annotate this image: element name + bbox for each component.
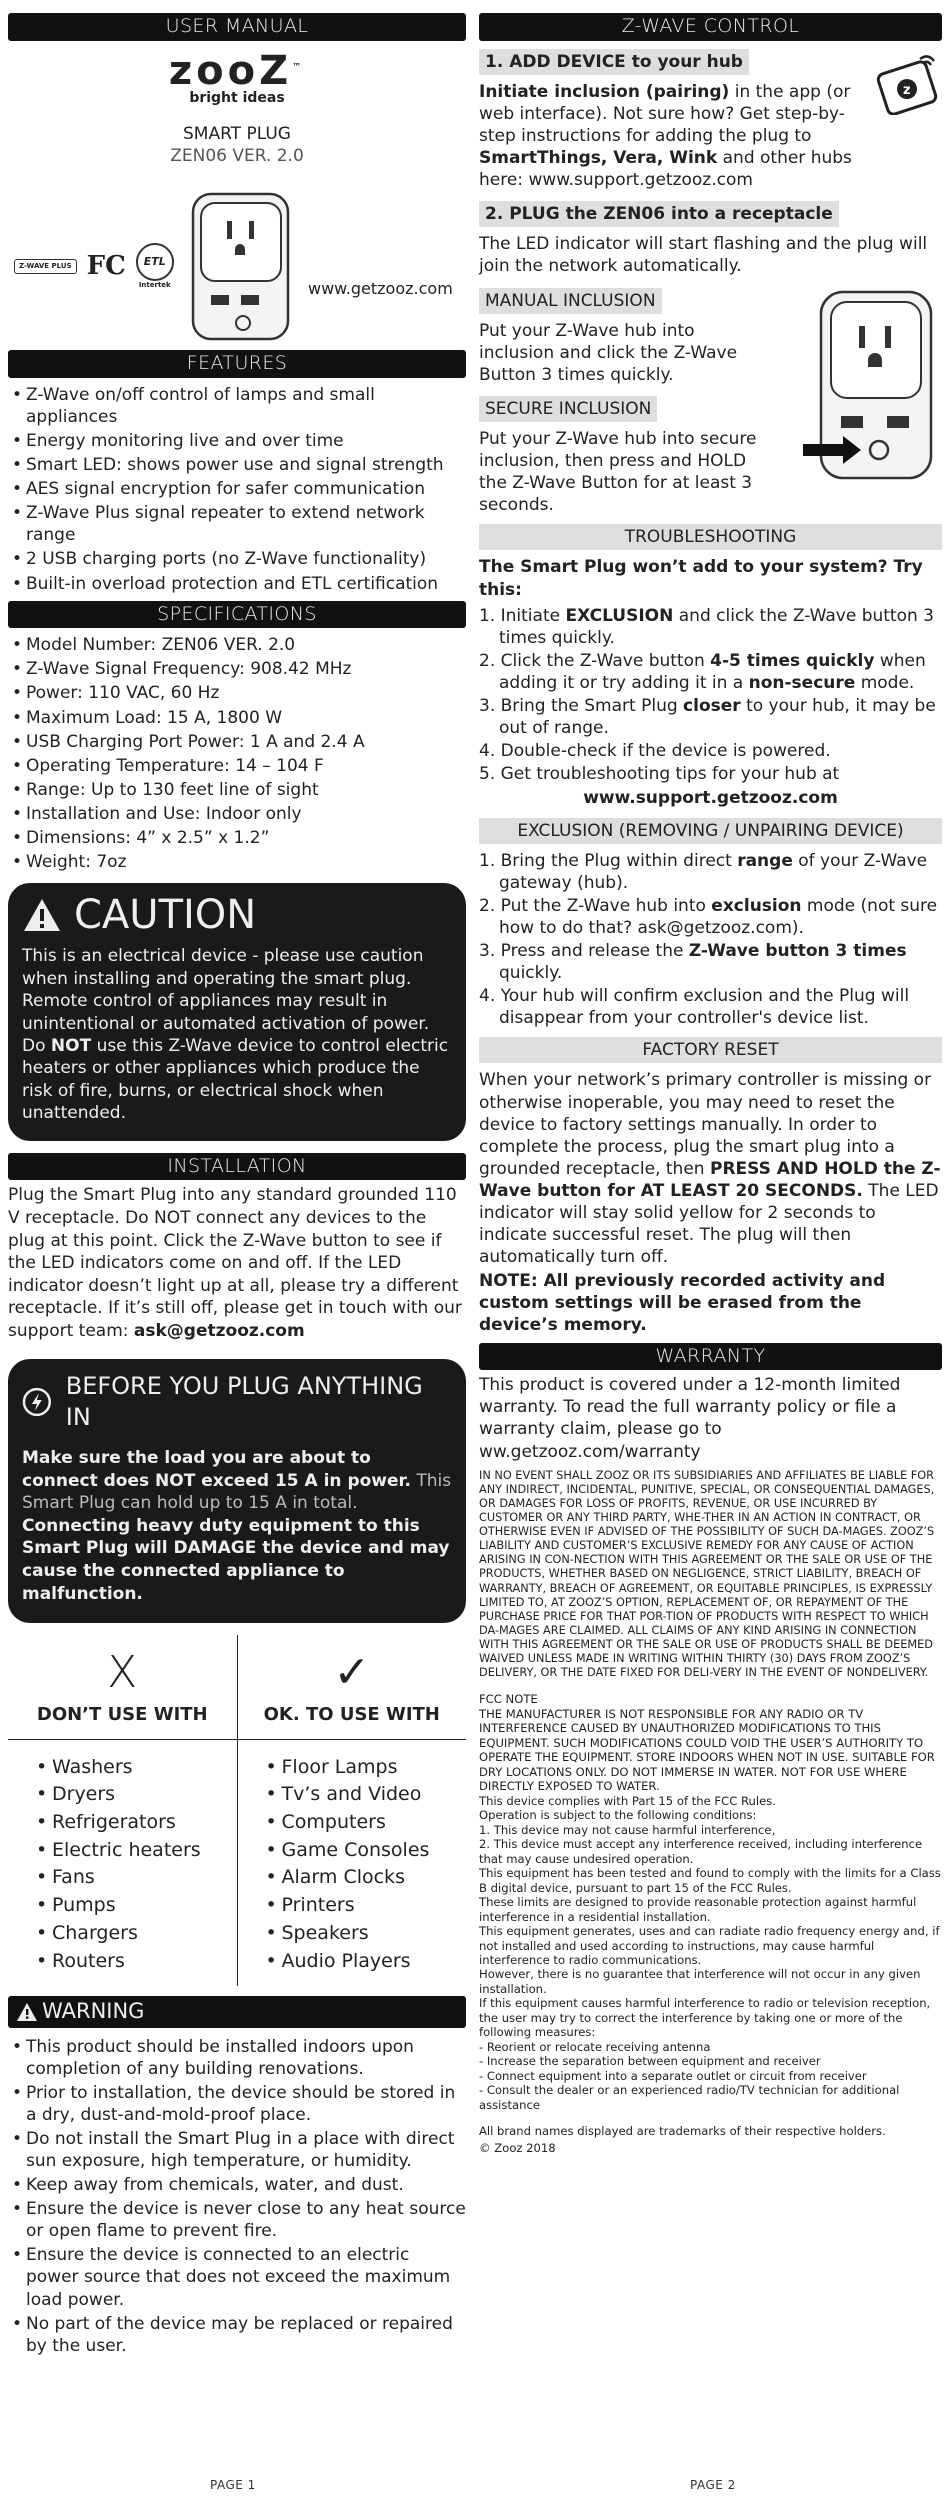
zwave-plus-logo: Z-WAVE PLUS (14, 259, 77, 275)
list-item: • Routers (36, 1949, 237, 1974)
list-item: • Audio Players (266, 1949, 467, 1974)
list-item: • Ensure the device is never close to any heat source or open flame to prevent fire. (12, 2198, 466, 2242)
list-item: 3. Bring the Smart Plug closer to your hub, it may be out of range. (479, 696, 936, 739)
factory-reset-header: FACTORY RESET (479, 1037, 942, 1063)
copyright: © Zooz 2018 (479, 2140, 556, 2155)
add-device-section (479, 41, 942, 192)
list-item: • This product should be installed indoors upon completion of any building renovations. (12, 2036, 466, 2080)
list-item: 2. Click the Z-Wave button 4-5 times quickly when adding it or try adding it in a non-secure mode. (479, 650, 926, 693)
list-item: • Smart LED: shows power use and signal strength (12, 454, 466, 476)
troubleshooting-question: The Smart Plug won’t add to your system? Try this: (479, 557, 923, 600)
specifications-header: SPECIFICATIONS (8, 601, 466, 629)
brand-tm: ™ (292, 62, 306, 73)
list-item: This equipment generates, uses and can radiate radio frequency energy and, if not installed and used according to instructions, may cause harmful interference to radio communications. (479, 1924, 940, 1967)
warning-list (8, 2036, 466, 2357)
caution-title: CAUTION (74, 892, 257, 939)
step2-text: The LED indicator will start flashing and the plug will join the network automatically. (479, 234, 928, 277)
list-item: • Refrigerators (36, 1810, 237, 1835)
list-item: • Installation and Use: Indoor only (12, 803, 466, 825)
list-item: • Power: 110 VAC, 60 Hz (12, 682, 466, 704)
plug-button-illustration (801, 288, 936, 483)
list-item: • Dimensions: 4” x 2.5” x 1.2” (12, 827, 466, 849)
list-item: • Alarm Clocks (266, 1865, 467, 1890)
list-item: 2. Put the Z-Wave hub into exclusion mode (not sure how to do that? ask@getzooz.com). (479, 895, 938, 938)
zwave-control-header: Z-WAVE CONTROL (479, 13, 942, 41)
list-item: THE MANUFACTURER IS NOT RESPONSIBLE FOR ANY RADIO OR TV INTERFERENCE CAUSED BY UNAUTHORIZED MODIFICATIONS TO THIS EQUIPMENT. SUCH MODIFICATIONS COULD VOID THE USER’S AUTHORITY TO OPERATE THE EQUIPMENT. STORE INDOORS WHEN NOT IN USE. SUITABLE FOR DRY LOCATIONS ONLY. DO NOT IMMERSE IN WATER. NOT FOR USE WHERE DIRECTLY EXPOSED TO WATER. (479, 1706, 935, 1794)
smart-plug-illustration (183, 189, 293, 344)
troubleshooting-list (479, 605, 942, 786)
use-compatibility-table (8, 1635, 466, 1986)
list-item: • AES signal encryption for safer communication (12, 478, 466, 500)
product-name: SMART PLUG (183, 123, 291, 144)
list-item: • Maximum Load: 15 A, 1800 W (12, 707, 466, 729)
product-version: ZEN06 VER. 2.0 (170, 145, 304, 166)
list-item: • Range: Up to 130 feet line of sight (12, 779, 466, 801)
list-item: • No part of the device may be replaced or repaired by the user. (12, 2313, 466, 2357)
manual-inclusion-text: Put your Z-Wave hub into inclusion and click the Z-Wave Button 3 times quickly. (479, 320, 738, 385)
list-item: • Operating Temperature: 14 – 104 F (12, 755, 466, 777)
fc-logo: FC (86, 250, 126, 281)
warranty-text: This product is covered under a 12-month limited warranty. To read the full warranty policy or file a warranty claim, please go to ww.getzooz.com/warranty (479, 1375, 901, 1462)
before-title: BEFORE YOU PLUG ANYTHING IN (65, 1371, 423, 1431)
list-item: • Built-in overload protection and ETL certification (12, 573, 466, 595)
x-icon: X (107, 1647, 138, 1699)
warning-icon (16, 2002, 38, 2022)
list-item: • Z-Wave on/off control of lamps and small appliances (12, 384, 466, 428)
before-text: Make sure the load you are about to connect does NOT exceed 15 A in power. This Smart Plug can hold up to 15 A in total. Connecting heavy duty equipment to this Smart Plug will DAMAGE the device and may cause the connected appliance to malfunction. (22, 1448, 452, 1604)
fcc-note (479, 1692, 942, 2112)
ok-use-column (238, 1635, 467, 1986)
list-item: • Dryers (36, 1782, 237, 1807)
power-bolt-icon (22, 1387, 52, 1417)
page-number-1: PAGE 1 (210, 2478, 256, 2492)
list-item: • Speakers (266, 1921, 467, 1946)
list-item: 1. This device may not cause harmful interference, (479, 1822, 776, 1837)
list-item: • Ensure the device is connected to an electric power source that does not exceed the maximum load power. (12, 2244, 466, 2310)
list-item: This equipment has been tested and found to comply with the limits for a Class B digital device, pursuant to part 15 of the FCC Rules. (479, 1866, 941, 1895)
zooz-logo (8, 47, 466, 107)
list-item: • Printers (266, 1893, 467, 1918)
warranty-header: WARRANTY (479, 1343, 942, 1371)
features-header: FEATURES (8, 350, 466, 378)
list-item: • Game Consoles (266, 1838, 467, 1863)
list-item: • Z-Wave Plus signal repeater to extend network range (12, 502, 466, 546)
trademark-note: All brand names displayed are trademarks of their respective holders. (479, 2124, 886, 2139)
etl-logo: ETL Intertek (136, 243, 174, 290)
support-email: ask@getzooz.com (133, 1321, 305, 1342)
list-item: 5. Get troubleshooting tips for your hub at (479, 764, 840, 785)
list-item: • 2 USB charging ports (no Z-Wave functionality) (12, 548, 466, 570)
inclusion-section (479, 280, 942, 517)
list-item: 4. Double-check if the device is powered. (479, 741, 831, 762)
list-item: However, there is no guarantee that interference will not occur in any given installation. (479, 1967, 921, 1996)
list-item: - Connect equipment into a separate outlet or circuit from receiver (479, 2068, 867, 2083)
list-item: - Reorient or relocate receiving antenna (479, 2039, 711, 2054)
list-item: Operation is subject to the following conditions: (479, 1808, 757, 1823)
list-item: - Increase the separation between equipment and receiver (479, 2054, 821, 2069)
list-item: 1. Bring the Plug within direct range of your Z-Wave gateway (hub). (479, 850, 928, 893)
dont-use-title: DON’T USE WITH (8, 1703, 237, 1739)
secure-inclusion-title: SECURE INCLUSION (479, 396, 657, 422)
zwave-hub-icon (870, 49, 940, 115)
specifications-list (8, 634, 466, 873)
installation-header: INSTALLATION (8, 1153, 466, 1181)
step1-title: 1. ADD DEVICE to your hub (479, 49, 749, 75)
brand-name: zooZ (168, 47, 293, 94)
user-manual-header: USER MANUAL (8, 13, 466, 41)
list-item: 4. Your hub will confirm exclusion and the Plug will disappear from your controller's device list. (479, 986, 910, 1029)
product-hero (8, 171, 466, 346)
troubleshooting-header: TROUBLESHOOTING (479, 524, 942, 550)
list-item: These limits are designed to provide reasonable protection against harmful interference in a residential installation. (479, 1895, 917, 1924)
warning-header: WARNING (8, 1996, 466, 2027)
features-list (8, 384, 466, 595)
certification-logos (14, 243, 174, 290)
list-item: • USB Charging Port Power: 1 A and 2.4 A (12, 731, 466, 753)
list-item: FCC NOTE (479, 1692, 538, 1707)
brand-tagline: bright ideas (189, 89, 285, 106)
manual-inclusion-title: MANUAL INCLUSION (479, 288, 662, 314)
list-item: • Computers (266, 1810, 467, 1835)
page-1 (8, 13, 466, 2359)
step2-title: 2. PLUG the ZEN06 into a receptacle (479, 201, 839, 227)
caution-text: This is an electrical device - please use caution when installing and operating the smart plug. Remote control of appliances may result in unintentional or automated activation of power. Do NOT use this Z-Wave device to control electric heaters or other appliances which produce the risk of fire, burns, or electrical shock when unattended. (22, 946, 449, 1124)
legal-disclaimer: IN NO EVENT SHALL ZOOZ OR ITS SUBSIDIARIES AND AFFILIATES BE LIABLE FOR ANY INDIRECT, INCIDENTAL, PUNITIVE, SPECIAL, OR CONSEQUENTIAL DAMAGES, OR DAMAGES FOR LOSS OF PROFITS, REVENUE, OR USE INCURRED BY CUSTOMER OR ANY THIRD PARTY, WHE-THER IN AN ACTION IN CONTRACT, OR OTHERWISE EVEN IF ADVISED OF THE POSSIBILITY OF SUCH DA-MAGES. ZOOZ’S LIABILITY AND CUSTOMER’S EXCLUSIVE REMEDY FOR ANY CAUSE OF ACTION ARISING IN CON-NECTION WITH THIS AGREEMENT OR THE SALE OR USE OF THE PRODUCTS, WHETHER BASED ON NEGLIGENCE, STRICT LIABILITY, BREACH OF WARRANTY, BREACH OF AGREEMENT, OR EQUITABLE PRINCIPLES, IS EXPRESSLY LIMITED TO, AT ZOOZ’S OPTION, REPLACEMENT OF, OR REPAYMENT OF THE PURCHASE PRICE FOR THAT POR-TION OF PRODUCTS WITH RESPECT TO WHICH DA-MAGES ARE CLAIMED. ALL CLAIMS OF ANY KIND ARISING IN CONNECTION WITH THIS AGREEMENT OR THE SALE OR USE OF PRODUCTS SHALL BE DEEMED WAIVED UNLESS MADE IN WRITING WITHIN THIRTY (30) DAYS FROM ZOOZ’S DELIVERY, OR THE DATE FIXED FOR DELI-VERY IN THE EVENT OF NONDELIVERY. (479, 1468, 935, 1680)
step1-text: Initiate inclusion (pairing) in the app (or web interface). Not sure how? Get step-by-step instructions for adding the plug to SmartThings, Vera, Wink and other hubs here: www.support.getzooz.com (479, 81, 852, 191)
ok-use-title: OK. TO USE WITH (238, 1703, 467, 1739)
caution-box (8, 883, 466, 1141)
list-item: 2. This device must accept any interference received, including interference that may cause undesired operation. (479, 1837, 923, 1866)
list-item: • Model Number: ZEN06 VER. 2.0 (12, 634, 466, 656)
svg-text:z: z (903, 82, 911, 98)
checkmark-icon: ✓ (333, 1647, 371, 1699)
secure-inclusion-text: Put your Z-Wave hub into secure inclusion, then press and HOLD the Z-Wave Button for at least 3 seconds. (479, 429, 757, 516)
list-item: • Tv’s and Video (266, 1782, 467, 1807)
installation-text: Plug the Smart Plug into any standard grounded 110 V receptacle. Do NOT connect any devices to the plug at this point. Click the Z-Wave button to see if the LED indicators come on and off. If the LED indicator doesn’t light up at all, please try a different receptacle. If it’s still off, please get in touch with our support team: ask@getzooz.com (8, 1185, 462, 1342)
dont-use-column (8, 1635, 238, 1986)
page-2 (479, 13, 942, 2157)
list-item: • Electric heaters (36, 1838, 237, 1863)
before-you-plug-box (8, 1359, 466, 1624)
list-item: • Washers (36, 1755, 237, 1780)
factory-reset-text: When your network’s primary controller is missing or otherwise inoperable, you may need to reset the device to factory settings manually. In order to complete the process, plug the smart plug into a grounded receptacle, then PRESS AND HOLD the Z-Wave button for AT LEAST 20 SECONDS. The LED indicator will stay solid yellow for 2 seconds to indicate successful reset. The plug will then automatically turn off. (479, 1070, 941, 1268)
exclusion-list (479, 850, 942, 1030)
list-item: If this equipment causes harmful interference to radio or television reception, the user may try to correct the interference by taking one or more of the following measures: (479, 1996, 931, 2040)
list-item: - Consult the dealer or an experienced radio/TV technician for additional assistance (479, 2083, 900, 2112)
ok-use-list (238, 1744, 467, 1987)
list-item: • Floor Lamps (266, 1755, 467, 1780)
list-item: • Keep away from chemicals, water, and dust. (12, 2174, 466, 2196)
list-item: • Energy monitoring live and over time (12, 430, 466, 452)
list-item: • Chargers (36, 1921, 237, 1946)
list-item: • Z-Wave Signal Frequency: 908.42 MHz (12, 658, 466, 680)
factory-reset-note: NOTE: All previously recorded activity and custom settings will be erased from the device’s memory. (479, 1271, 886, 1336)
list-item: 1. Initiate EXCLUSION and click the Z-Wave button 3 times quickly. (479, 605, 934, 648)
list-item: • Fans (36, 1865, 237, 1890)
list-item: This device complies with Part 15 of the FCC Rules. (479, 1793, 776, 1808)
exclusion-header: EXCLUSION (REMOVING / UNPAIRING DEVICE) (479, 818, 942, 844)
list-item: • Do not install the Smart Plug in a place with direct sun exposure, high temperature, or humidity. (12, 2128, 466, 2172)
list-item: • Weight: 7oz (12, 851, 466, 873)
warning-triangle-icon (22, 897, 62, 933)
page-number-2: PAGE 2 (690, 2478, 736, 2492)
website-url: www.getzooz.com (308, 279, 453, 299)
support-url: www.support.getzooz.com (583, 788, 838, 809)
list-item: • Pumps (36, 1893, 237, 1918)
list-item: 3. Press and release the Z-Wave button 3 times quickly. (479, 940, 907, 984)
dont-use-list (8, 1744, 237, 1987)
list-item: • Prior to installation, the device should be stored in a dry, dust-and-mold-proof place. (12, 2082, 466, 2126)
